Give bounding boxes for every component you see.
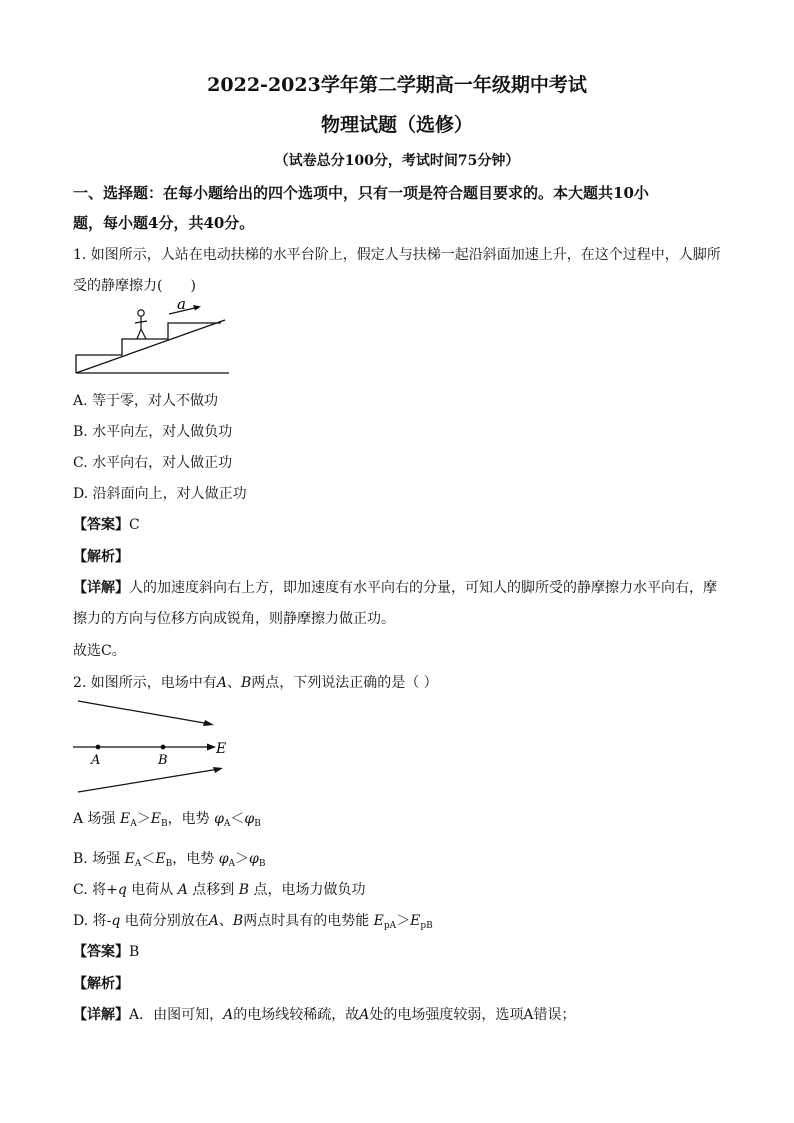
field-line-bottom bbox=[78, 769, 219, 792]
point-label-a: A bbox=[91, 753, 101, 768]
exam-title: 2022-2023学年第二学期高一年级期中考试 bbox=[207, 74, 587, 96]
q1-option-d: D. 沿斜面向上，对人做正功 bbox=[73, 486, 247, 502]
q2-point-a: A bbox=[216, 675, 227, 691]
q2-option-a: A 场强 $E_A>E_B$，电势 $\varphi_A<\varphi_B$ bbox=[73, 811, 261, 829]
q1-stem-line1: 1. 如图所示，人站在电动扶梯的水平台阶上，假定人与扶梯一起沿斜面加速上升，在这个过程中，人脚所 bbox=[73, 247, 721, 263]
q2-stem-suffix: 两点，下列说法正确的是（ ） bbox=[251, 675, 438, 691]
exam-note: （试卷总分100分，考试时间75分钟） bbox=[274, 153, 520, 169]
section-heading-line1: 一、选择题：在每小题给出的四个选项中，只有一项是符合题目要求的。本大题共10小 bbox=[73, 184, 649, 202]
answer-value: C bbox=[129, 517, 140, 533]
q1-detail-line2: 擦力的方向与位移方向成锐角，则静摩擦力做正功。 bbox=[73, 611, 395, 627]
section-heading-line2: 题，每小题4分，共40分。 bbox=[73, 214, 255, 232]
q2-electric-field-figure bbox=[72, 697, 242, 797]
q2-answer bbox=[73, 941, 139, 961]
q1-option-a: A. 等于零，对人不做功 bbox=[73, 393, 219, 409]
q1-analysis-tag: 【解析】 bbox=[73, 549, 129, 565]
accel-label: a bbox=[177, 295, 186, 313]
answer-tag: 【答案】 bbox=[73, 944, 129, 960]
arrow-top bbox=[203, 720, 214, 726]
detail-tag: 【详解】 bbox=[73, 1007, 129, 1023]
field-line-top bbox=[78, 701, 210, 724]
q2-analysis-tag: 【解析】 bbox=[73, 976, 129, 992]
arrow-bottom bbox=[213, 767, 223, 773]
q1-answer bbox=[73, 514, 140, 534]
q1-conclusion: 故选C。 bbox=[73, 643, 126, 659]
person-icon bbox=[135, 310, 147, 339]
detail-tag: 【详解】 bbox=[73, 580, 129, 596]
q1-detail-line1 bbox=[73, 577, 717, 597]
q1-option-b: B. 水平向左，对人做负功 bbox=[73, 424, 233, 440]
q1-option-c: C. 水平向右，对人做正功 bbox=[73, 455, 233, 471]
arrow-middle bbox=[207, 744, 216, 751]
point-b-dot bbox=[161, 745, 166, 750]
answer-value: B bbox=[129, 944, 140, 960]
point-label-b: B bbox=[158, 753, 168, 768]
incline-line bbox=[76, 320, 225, 373]
q2-detail-line1: 【详解】A．由图可知，A的电场线较稀疏，故A处的电场强度较弱，选项A错误； bbox=[73, 1007, 576, 1023]
q2-point-b: B bbox=[240, 675, 252, 691]
q1-escalator-figure bbox=[73, 295, 233, 378]
q2-option-c: C. 将+q 电荷从 A 点移到 B 点，电场力做负功 bbox=[73, 882, 366, 898]
subject-title: 物理试题（选修） bbox=[320, 114, 473, 136]
q2-stem-prefix: 2. 如图所示，电场中有 bbox=[73, 675, 217, 691]
answer-tag: 【答案】 bbox=[73, 517, 129, 533]
q1-stem-line2: 受的静摩擦力( ) bbox=[73, 278, 196, 294]
q2-option-d: D. 将-q 电荷分别放在A、B两点时具有的电势能 $E_{pA}>E_{pB}$ bbox=[73, 913, 433, 931]
point-a-dot bbox=[96, 745, 101, 750]
detail-text: 人的加速度斜向右上方，即加速度有水平向右的分量，可知人的脚所受的静摩擦力水平向右，摩 bbox=[129, 580, 717, 596]
q2-option-b: B. 场强 $E_A<E_B$，电势 $\varphi_A>\varphi_B$ bbox=[73, 851, 266, 869]
field-label-e: E bbox=[216, 741, 227, 757]
q2-stem bbox=[73, 672, 438, 692]
q2-sep: 、 bbox=[226, 675, 241, 691]
